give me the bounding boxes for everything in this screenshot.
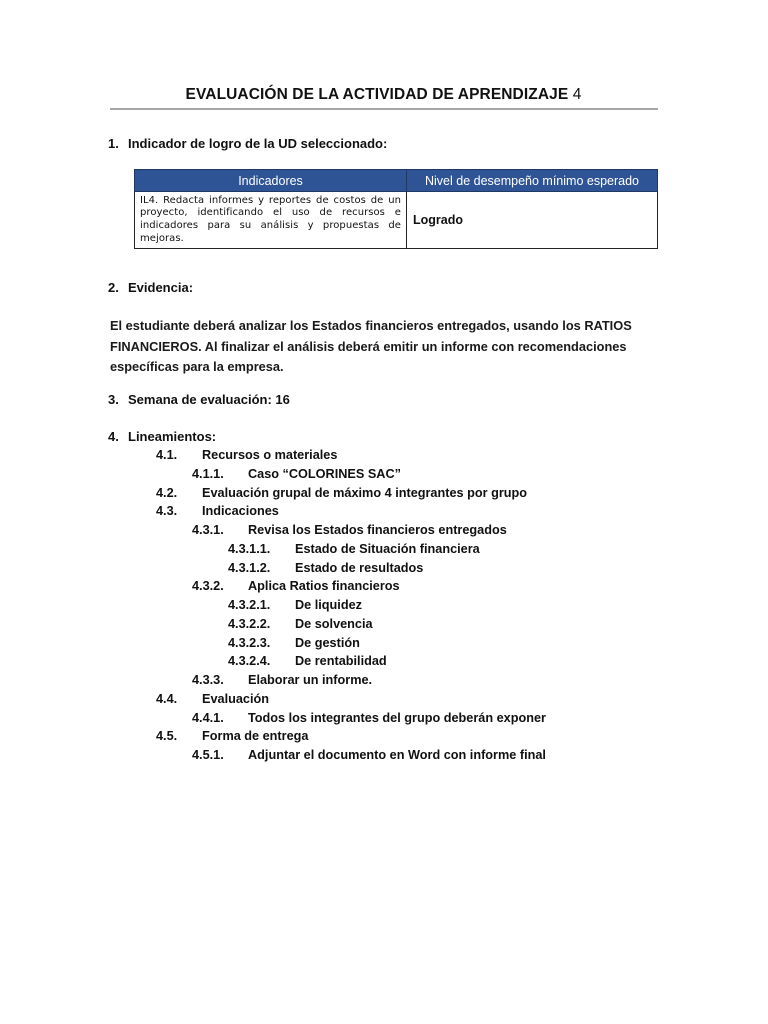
- section-3-heading: [108, 392, 290, 407]
- section-label: Semana de evaluación: 16: [128, 392, 290, 407]
- indicator-table: [134, 169, 658, 249]
- table-header-row: [135, 170, 658, 192]
- item-text: Elaborar un informe.: [248, 673, 373, 687]
- title-number: 4: [572, 86, 582, 103]
- item-text: De liquidez: [295, 598, 362, 612]
- item-text: Recursos o materiales: [202, 448, 338, 462]
- list-item: [228, 598, 362, 612]
- item-text: Revisa los Estados financieros entregados: [248, 523, 507, 537]
- section-label: Lineamientos:: [128, 429, 217, 444]
- list-item: [192, 748, 546, 762]
- item-number: 4.3.2.3.: [228, 636, 271, 650]
- indicator-cell: IL4. Redacta informes y reportes de costos de un proyecto, identificando el uso de recursos e indicadores para su análisis y propuestas de mejoras.: [135, 192, 407, 249]
- item-number: 4.1.: [156, 448, 178, 462]
- item-text: Forma de entrega: [202, 729, 309, 743]
- title-divider: [110, 108, 658, 110]
- item-number: 4.3.2.2.: [228, 617, 271, 631]
- list-item: [156, 729, 308, 743]
- section-2-heading: [108, 280, 193, 295]
- list-item: [156, 486, 527, 500]
- section-1-heading: [108, 136, 387, 151]
- item-number: 4.3.1.: [192, 523, 224, 537]
- section-number: 2.: [108, 280, 119, 295]
- list-item: [156, 504, 279, 518]
- item-number: 4.3.1.1.: [228, 542, 271, 556]
- list-item: [228, 542, 480, 556]
- item-text: Estado de Situación financiera: [295, 542, 480, 556]
- item-text: Aplica Ratios financieros: [248, 579, 400, 593]
- section-4-heading: [108, 429, 216, 444]
- item-number: 4.3.2.: [192, 579, 224, 593]
- title-text: EVALUACIÓN DE LA ACTIVIDAD DE APRENDIZAJE: [185, 86, 569, 103]
- section-number: 4.: [108, 429, 119, 444]
- item-number: 4.3.: [156, 504, 178, 518]
- section-label: Evidencia:: [128, 280, 194, 295]
- item-text: Caso “COLORINES SAC”: [248, 467, 401, 481]
- list-item: [192, 579, 400, 593]
- table-row: [135, 192, 658, 249]
- page-title: [110, 86, 657, 104]
- item-text: De rentabilidad: [295, 654, 387, 668]
- list-item: [228, 561, 423, 575]
- item-text: De solvencia: [295, 617, 373, 631]
- item-number: 4.3.1.2.: [228, 561, 271, 575]
- item-text: Todos los integrantes del grupo deberán exponer: [248, 711, 546, 725]
- item-text: Evaluación: [202, 692, 269, 706]
- level-cell: Logrado: [407, 192, 658, 249]
- list-item: [156, 692, 269, 706]
- item-text: De gestión: [295, 636, 360, 650]
- section-number: 3.: [108, 392, 119, 407]
- item-number: 4.2.: [156, 486, 178, 500]
- section-label: Indicador de logro de la UD seleccionado:: [128, 136, 388, 151]
- header-nivel: Nivel de desempeño mínimo esperado: [407, 170, 658, 192]
- list-item: [156, 448, 337, 462]
- item-number: 4.5.1.: [192, 748, 224, 762]
- item-number: 4.4.1.: [192, 711, 224, 725]
- item-number: 4.4.: [156, 692, 178, 706]
- evidence-paragraph: El estudiante deberá analizar los Estados financieros entregados, usando los RATIOS FINANCIEROS. Al finalizar el análisis deberá emitir un informe con recomendaciones específicas para la empresa.: [110, 318, 632, 374]
- list-item: [192, 467, 401, 481]
- item-text: Indicaciones: [202, 504, 279, 518]
- item-text: Evaluación grupal de máximo 4 integrantes por grupo: [202, 486, 528, 500]
- item-text: Adjuntar el documento en Word con informe final: [248, 748, 546, 762]
- list-item: [192, 711, 546, 725]
- list-item: [192, 673, 372, 687]
- item-number: 4.5.: [156, 729, 178, 743]
- list-item: [228, 636, 360, 650]
- item-number: 4.1.1.: [192, 467, 224, 481]
- item-text: Estado de resultados: [295, 561, 424, 575]
- list-item: [228, 617, 373, 631]
- list-item: [228, 654, 387, 668]
- list-item: [192, 523, 507, 537]
- item-number: 4.3.3.: [192, 673, 224, 687]
- item-number: 4.3.2.1.: [228, 598, 271, 612]
- header-indicadores: Indicadores: [135, 170, 407, 192]
- section-number: 1.: [108, 136, 119, 151]
- item-number: 4.3.2.4.: [228, 654, 271, 668]
